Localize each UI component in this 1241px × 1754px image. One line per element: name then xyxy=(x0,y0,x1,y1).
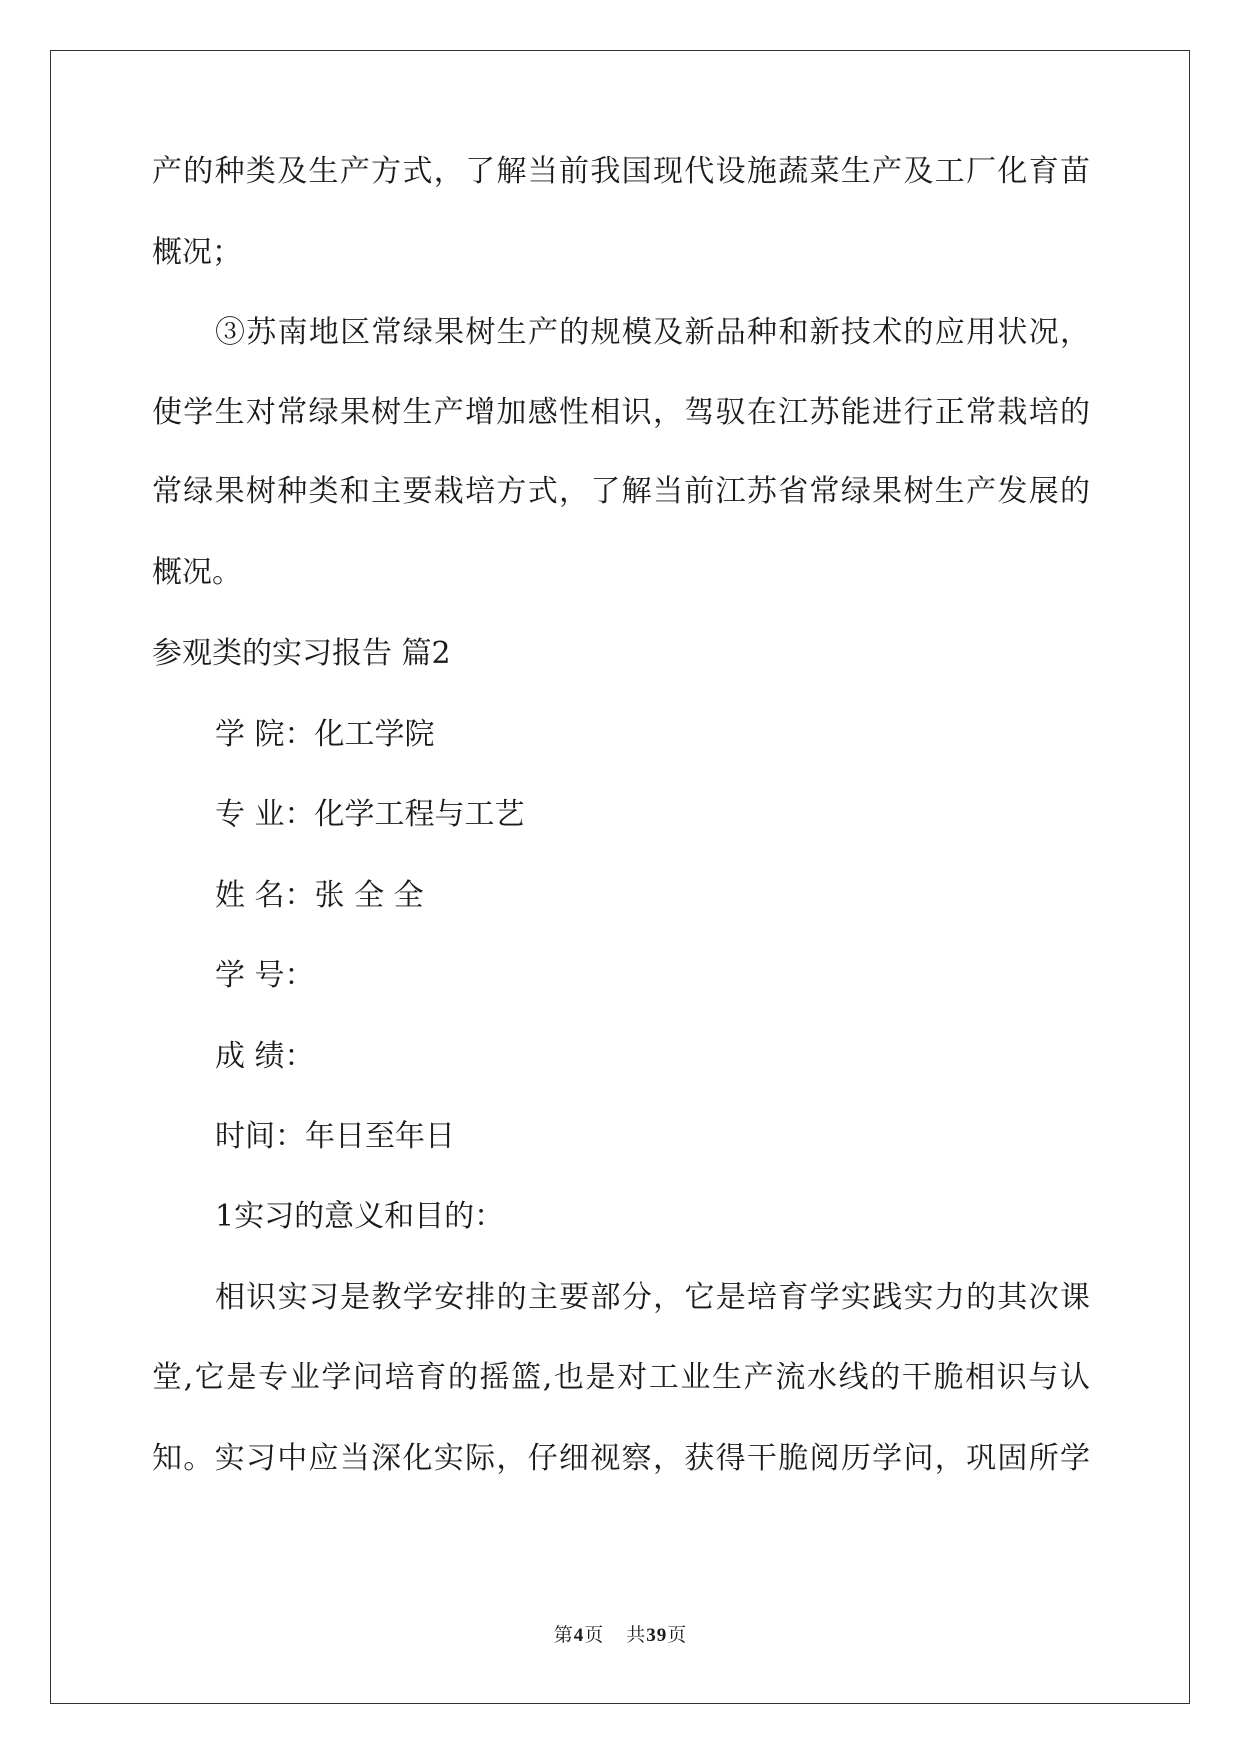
field-student-id: 学 号： xyxy=(215,958,315,993)
body-text-line: 相识实习是教学安排的主要部分，它是培育学实践实力的其次课 xyxy=(215,1280,1090,1315)
body-text-line: 概况； xyxy=(152,235,242,270)
total-pages-number: 39 xyxy=(646,1625,668,1646)
field-time: 时间：年日至年日 xyxy=(215,1119,455,1154)
current-page-number: 4 xyxy=(573,1625,585,1646)
body-text-line: 堂,它是专业学问培育的摇篮,也是对工业生产流水线的干脆相识与认 xyxy=(152,1360,1090,1395)
footer-page-suffix: 页 xyxy=(584,1624,605,1646)
body-text-line: 使学生对常绿果树生产增加感性相识，驾驭在江苏能进行正常栽培的 xyxy=(152,395,1090,430)
body-text-line: 知。实习中应当深化实际，仔细视察，获得干脆阅历学问，巩固所学 xyxy=(152,1441,1090,1476)
body-text-line: 常绿果树种类和主要栽培方式，了解当前江苏省常绿果树生产发展的 xyxy=(152,474,1090,509)
footer-prefix: 第 xyxy=(553,1624,574,1646)
field-grade: 成 绩： xyxy=(215,1039,315,1074)
body-text-line: ③苏南地区常绿果树生产的规模及新品种和新技术的应用状况， xyxy=(215,315,1090,350)
body-text-line: 产的种类及生产方式，了解当前我国现代设施蔬菜生产及工厂化育苗 xyxy=(152,154,1090,189)
section-heading: 参观类的实习报告 篇2 xyxy=(152,636,451,671)
footer-total-prefix: 共 xyxy=(626,1624,647,1646)
field-college: 学 院：化工学院 xyxy=(215,717,435,752)
footer-total-suffix: 页 xyxy=(667,1624,688,1646)
subsection-heading: 1实习的意义和目的： xyxy=(215,1199,505,1234)
page-footer xyxy=(0,1623,1241,1648)
body-text-line: 概况。 xyxy=(152,555,242,590)
field-name: 姓 名：张 全 全 xyxy=(215,878,424,913)
field-major: 专 业：化学工程与工艺 xyxy=(215,797,525,832)
